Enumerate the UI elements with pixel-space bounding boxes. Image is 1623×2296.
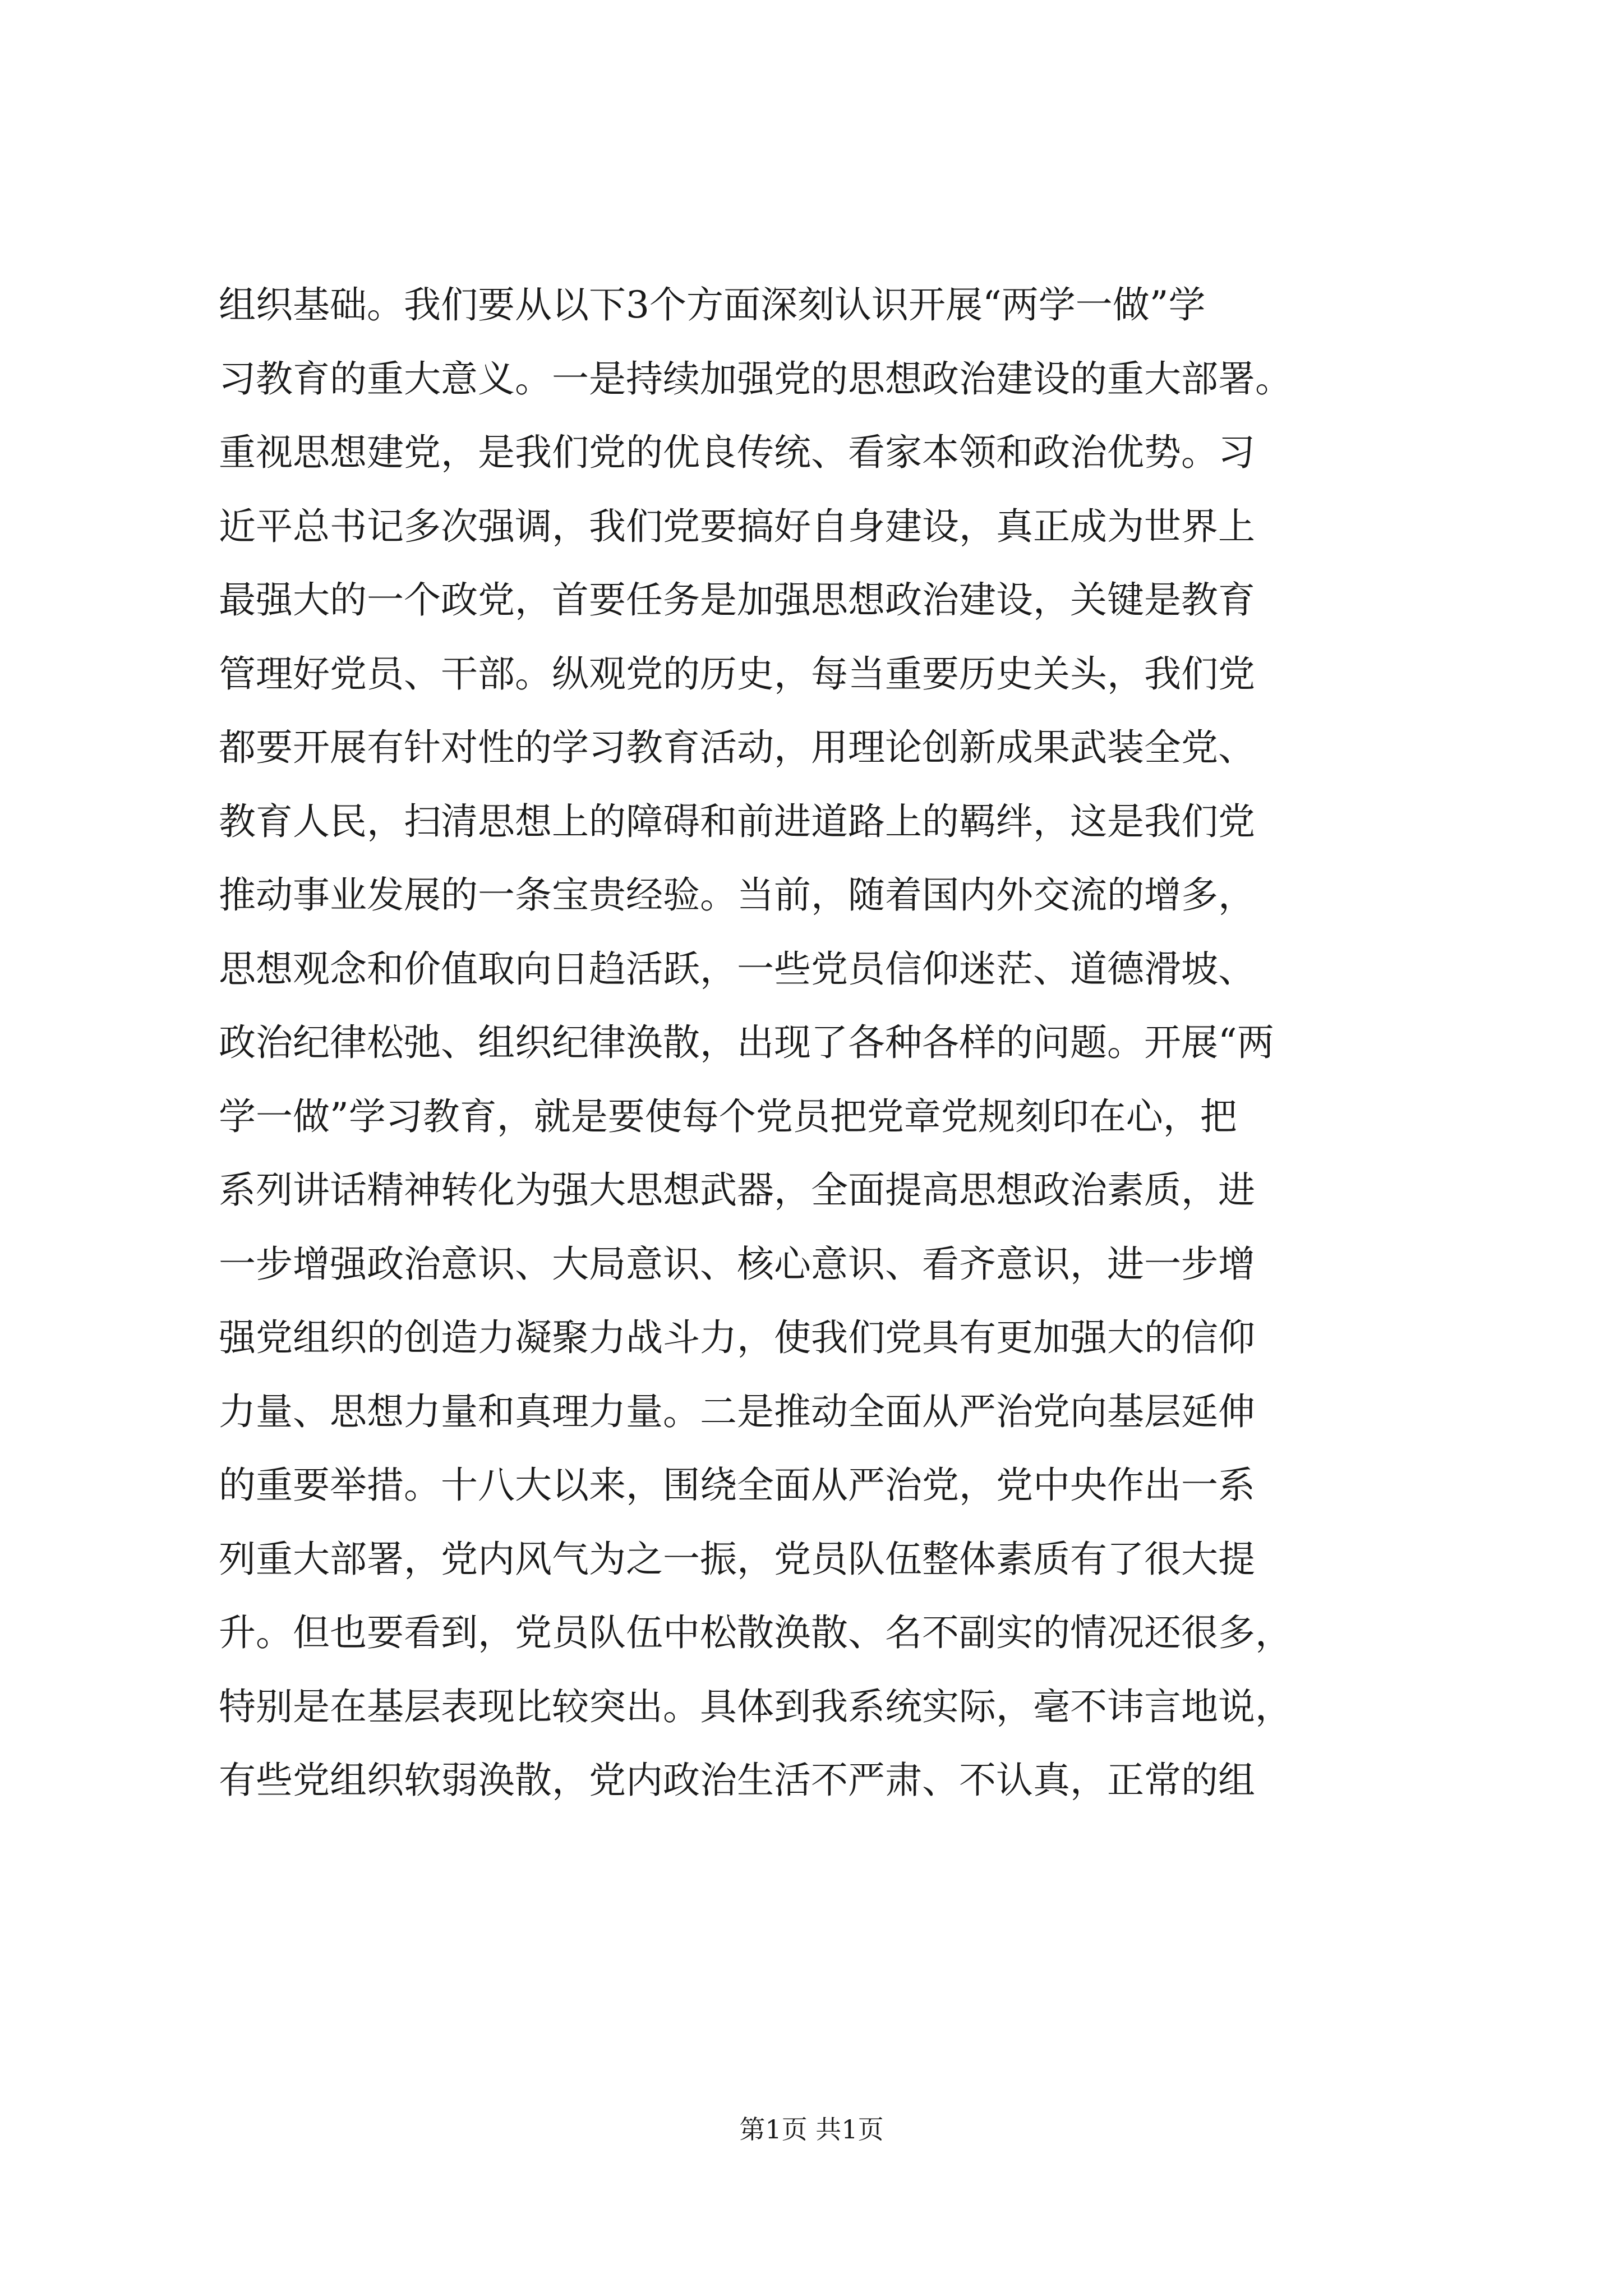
text-line: 思想观念和价值取向日趋活跃，一些党员信仰迷茫、道德滑坡、 — [219, 947, 1255, 991]
page-footer — [0, 2109, 1623, 2146]
text-line: 强党组织的创造力凝聚力战斗力，使我们党具有更加强大的信仰 — [219, 1316, 1255, 1359]
text-line: 组织基础。我们要从以下3个方面深刻认识开展“两学一做”学 — [219, 283, 1206, 326]
text-line: 特别是在基层表现比较突出。具体到我系统实际，毫不讳言地说， — [219, 1685, 1292, 1728]
text-line: 政治纪律松弛、组织纪律涣散，出现了各种各样的问题。开展“两 — [219, 1021, 1274, 1064]
text-line: 的重要举措。十八大以来，围绕全面从严治党，党中央作出一系 — [219, 1464, 1255, 1507]
text-line: 列重大部署，党内风气为之一振，党员队伍整体素质有了很大提 — [219, 1537, 1255, 1581]
text-line: 管理好党员、干部。纵观党的历史，每当重要历史关头，我们党 — [219, 652, 1255, 696]
text-line: 系列讲话精神转化为强大思想武器，全面提高思想政治素质，进 — [219, 1168, 1255, 1212]
text-line: 一步增强政治意识、大局意识、核心意识、看齐意识，进一步增 — [219, 1242, 1255, 1286]
text-line: 学一做”学习教育，就是要使每个党员把党章党规刻印在心，把 — [219, 1094, 1237, 1138]
text-line: 有些党组织软弱涣散，党内政治生活不严肃、不认真，正常的组 — [219, 1759, 1255, 1802]
text-line: 都要开展有针对性的学习教育活动，用理论创新成果武装全党、 — [219, 726, 1255, 769]
text-line: 力量、思想力量和真理力量。二是推动全面从严治党向基层延伸 — [219, 1389, 1255, 1433]
body-text — [219, 268, 1486, 1818]
text-line: 推动事业发展的一条宝贵经验。当前，随着国内外交流的增多， — [219, 873, 1255, 917]
text-line: 近平总书记多次强调，我们党要搞好自身建设，真正成为世界上 — [219, 504, 1255, 548]
text-line: 习教育的重大意义。一是持续加强党的思想政治建设的重大部署。 — [219, 357, 1292, 401]
text-line: 升。但也要看到，党员队伍中松散涣散、名不副实的情况还很多， — [219, 1611, 1292, 1654]
page-number-label: 第1页 共1页 — [739, 2114, 884, 2145]
text-line: 教育人民，扫清思想上的障碍和前进道路上的羁绊，这是我们党 — [219, 799, 1255, 843]
text-line: 最强大的一个政党，首要任务是加强思想政治建设，关键是教育 — [219, 578, 1255, 622]
text-line: 重视思想建党，是我们党的优良传统、看家本领和政治优势。习 — [219, 431, 1255, 474]
